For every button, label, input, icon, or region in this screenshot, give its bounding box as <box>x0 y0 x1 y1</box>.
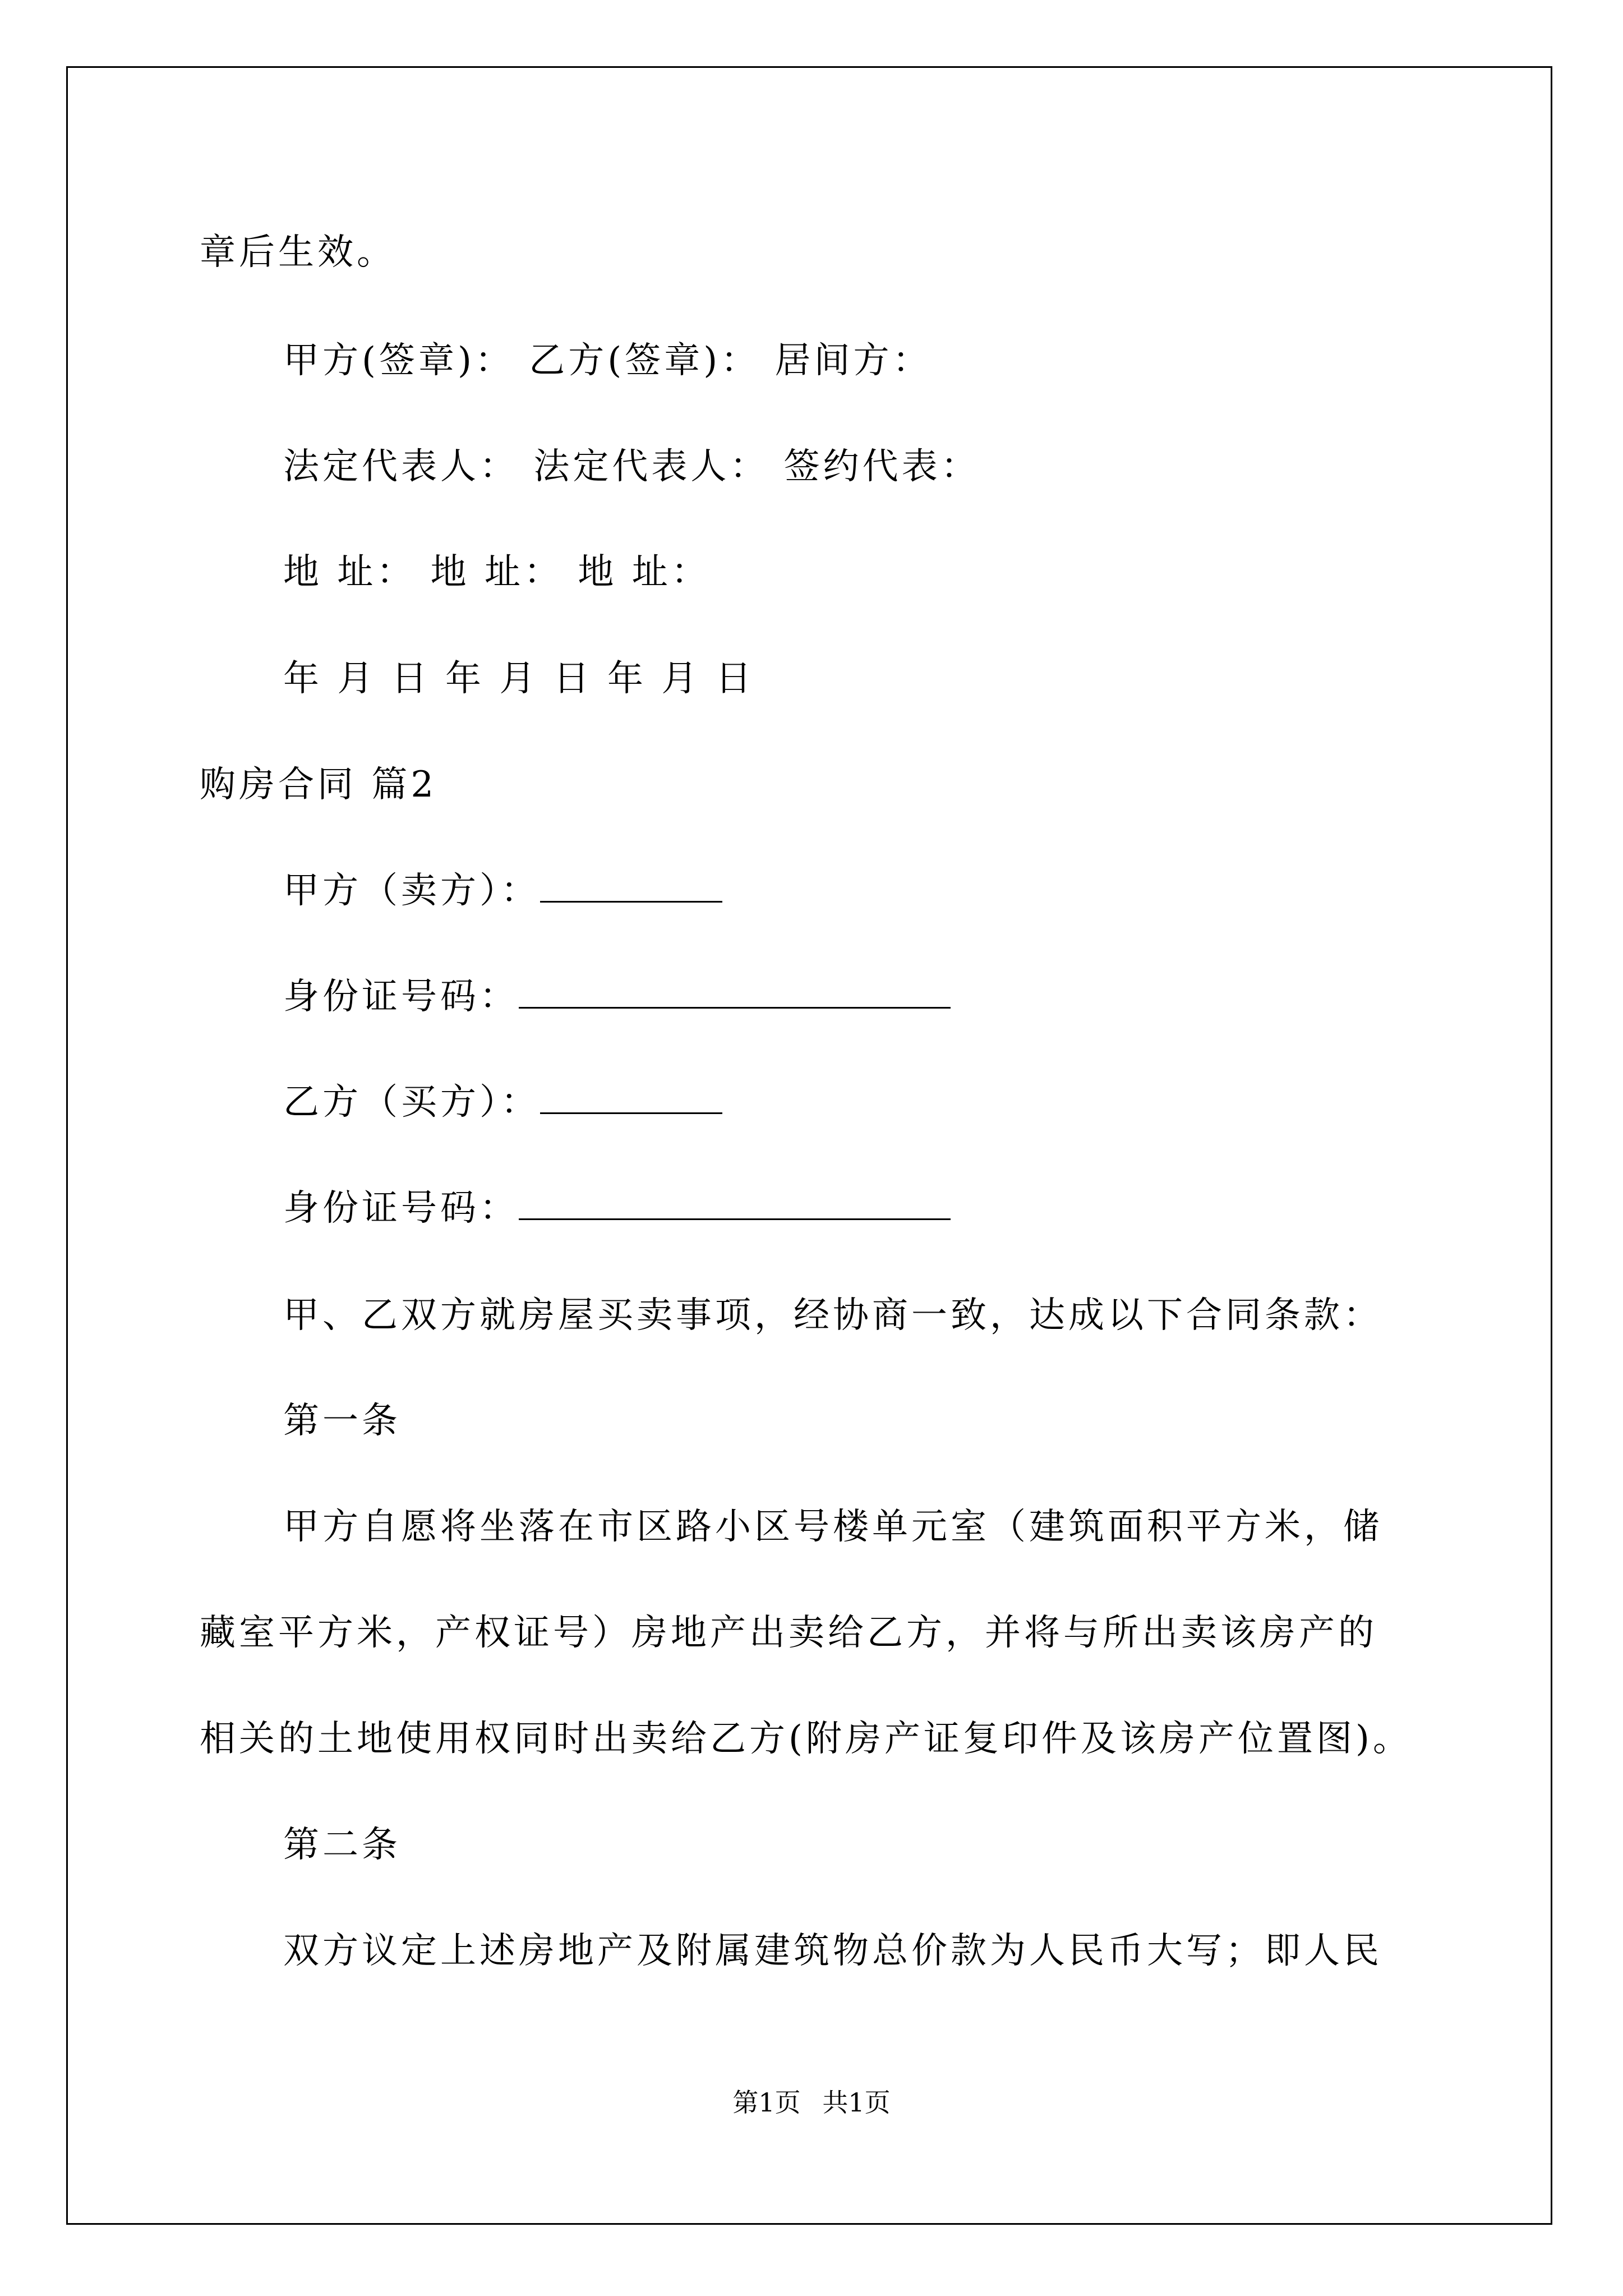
address-line: 地 址： 地 址： 地 址： <box>283 551 711 593</box>
preamble-paragraph: 甲、乙双方就房屋买卖事项，经协商一致，达成以下合同条款： <box>283 1295 1382 1336</box>
paragraph-line: 相关的土地使用权同时出卖给乙方(附房产证复印件及该房产位置图)。 <box>200 1718 1412 1760</box>
text-line: 章后生效。 <box>200 232 396 273</box>
buyer-blank-line <box>540 1081 722 1114</box>
seller-id-blank-line <box>519 976 951 1009</box>
page-footer <box>0 2086 1623 2119</box>
seller-blank-line <box>540 869 722 903</box>
representatives-line: 法定代表人： 法定代表人： 签约代表： <box>283 446 980 487</box>
buyer-field-row <box>283 1080 722 1125</box>
paragraph-line: 藏室平方米，产权证号）房地产出卖给乙方，并将与所出卖该房产的 <box>200 1612 1377 1654</box>
date-line: 年 月 日 年 月 日 年 月 日 <box>283 658 755 700</box>
buyer-id-label: 身份证号码： <box>283 1188 519 1229</box>
page-total: 共1页 <box>822 2087 891 2118</box>
seller-label: 甲方（卖方）： <box>283 870 540 912</box>
page-border <box>66 66 1552 2225</box>
section-heading: 购房合同 篇2 <box>200 764 437 806</box>
seller-id-field-row <box>283 974 951 1019</box>
article-heading: 第一条 <box>283 1400 401 1442</box>
buyer-id-blank-line <box>519 1187 951 1220</box>
paragraph-line: 甲方自愿将坐落在市区路小区号楼单元室（建筑面积平方米，储 <box>283 1506 1382 1548</box>
seller-id-label: 身份证号码： <box>283 976 519 1018</box>
article-heading: 第二条 <box>283 1824 401 1866</box>
page-number: 第1页 <box>732 2087 801 2118</box>
buyer-label: 乙方（买方）： <box>283 1082 540 1123</box>
signature-parties-line: 甲方(签章)： 乙方(签章)： 居间方： <box>283 340 932 381</box>
paragraph-line: 双方议定上述房地产及附属建筑物总价款为人民币大写；即人民 <box>283 1930 1382 1972</box>
buyer-id-field-row <box>283 1186 951 1231</box>
seller-field-row <box>283 868 722 913</box>
